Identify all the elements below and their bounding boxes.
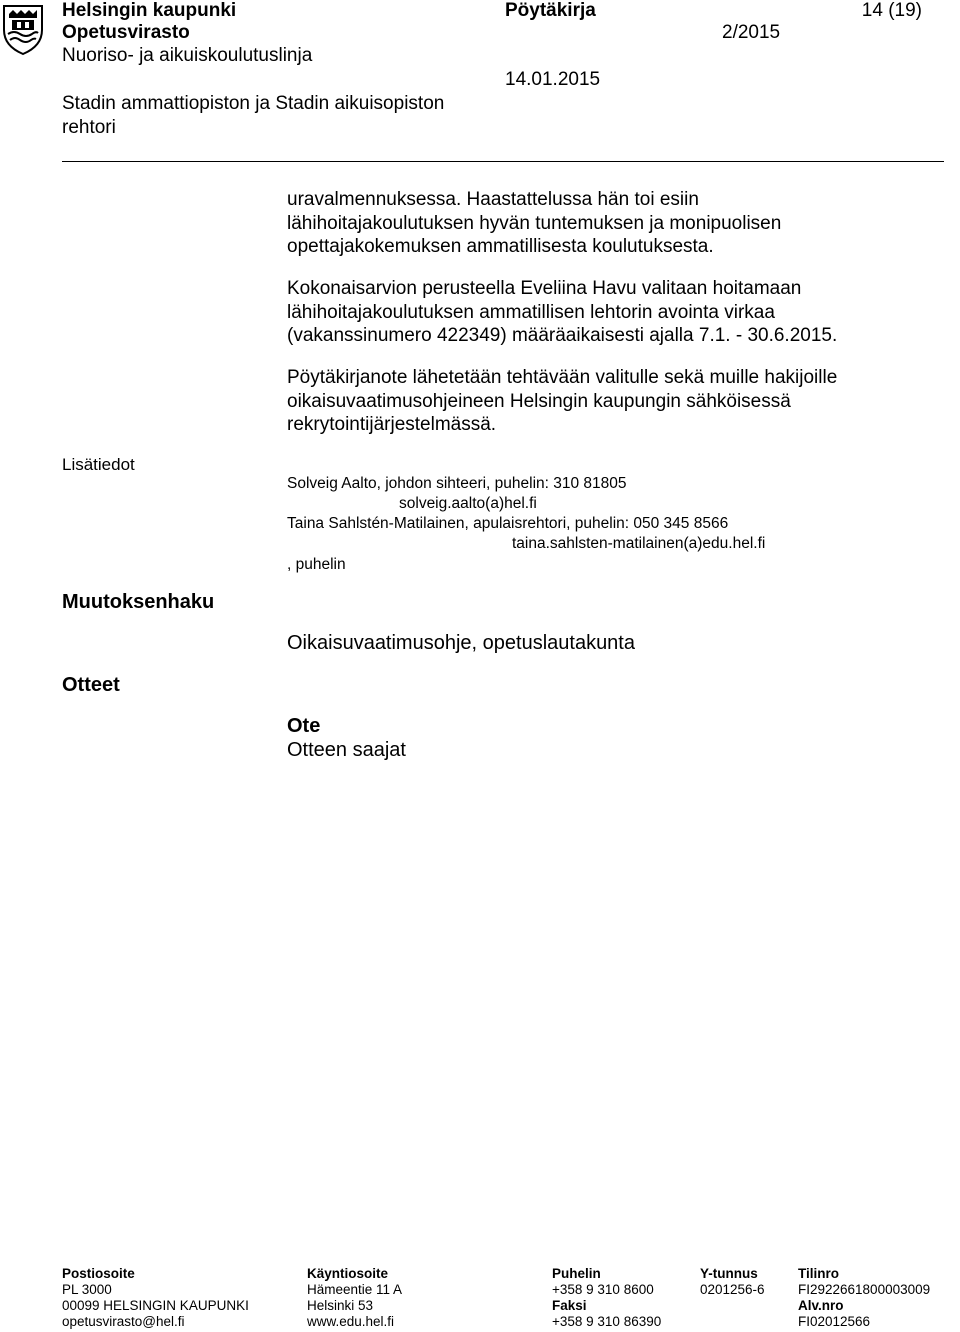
paragraph-line: (vakanssinumero 422349) määräaikaisesti ajalla 7.1. - 30.6.2015. <box>287 325 838 346</box>
contact-3: , puhelin <box>287 556 346 573</box>
footer-value: Hämeentie 11 A <box>307 1282 403 1297</box>
page-number: 14 (19) <box>861 0 922 21</box>
footer-label: Käyntiosoite <box>307 1266 389 1281</box>
paragraph-line: rekrytointijärjestelmässä. <box>287 414 497 435</box>
contact-2-email: taina.sahlsten-matilainen(a)edu.hel.fi <box>512 535 766 552</box>
helsinki-crest-icon <box>0 0 46 56</box>
footer-label: Puhelin <box>552 1266 601 1281</box>
decider-line1: Stadin ammattiopiston ja Stadin aikuisopiston <box>62 93 445 114</box>
department-name: Opetusvirasto <box>62 22 190 43</box>
lisatiedot-label: Lisätiedot <box>62 455 135 474</box>
footer-puhelin <box>552 1266 661 1330</box>
paragraph-1 <box>287 188 781 259</box>
muutoksenhaku-label: Muutoksenhaku <box>62 591 215 613</box>
footer-value: PL 3000 <box>62 1282 112 1297</box>
paragraph-2 <box>287 277 837 348</box>
muutoksenhaku-text: Oikaisuvaatimusohje, opetuslautakunta <box>287 632 635 654</box>
org-name: Helsingin kaupunki <box>62 0 237 21</box>
footer-kayntiosoite <box>307 1266 402 1330</box>
footer-value: FI02012566 <box>798 1314 871 1329</box>
unit-name: Nuoriso- ja aikuiskoulutuslinja <box>62 45 313 66</box>
contact-1: Solveig Aalto, johdon sihteeri, puhelin: 310 81805 <box>287 475 627 492</box>
footer-value: 00099 HELSINGIN KAUPUNKI <box>62 1298 249 1313</box>
footer-label: Faksi <box>552 1298 587 1313</box>
paragraph-line: opettajakokemuksen ammatillisesta koulutuksesta. <box>287 236 714 257</box>
ote-column-sub: Otteen saajat <box>287 739 406 761</box>
paragraph-line: lähihoitajakoulutuksen ammatillisen lehtorin avointa virkaa <box>287 301 775 323</box>
doc-number: 2/2015 <box>722 22 781 43</box>
paragraph-line: Pöytäkirjanote lähetetään tehtävään valitulle sekä muille hakijoille <box>287 367 838 388</box>
paragraph-line: uravalmennuksessa. Haastattelussa hän toi esiin <box>287 189 699 210</box>
contact-1-email: solveig.aalto(a)hel.fi <box>399 495 537 512</box>
header-divider <box>62 161 944 162</box>
footer-value: Helsinki 53 <box>307 1298 374 1313</box>
paragraph-line: oikaisuvaatimusohjeineen Helsingin kaupungin sähköisessä <box>287 390 791 412</box>
footer-label: Y-tunnus <box>700 1266 758 1281</box>
footer-value: +358 9 310 86390 <box>552 1314 662 1329</box>
footer-label: Postiosoite <box>62 1266 135 1281</box>
paragraph-line: Kokonaisarvion perusteella Eveliina Havu valitaan hoitamaan <box>287 278 802 299</box>
footer-value: +358 9 310 8600 <box>552 1282 654 1297</box>
footer-postiosoite <box>62 1266 249 1330</box>
contact-2: Taina Sahlstén-Matilainen, apulaisrehtori, puhelin: 050 345 8566 <box>287 515 729 532</box>
footer-value: FI2922661800003009 <box>798 1282 931 1297</box>
doc-type: Pöytäkirja <box>505 0 596 21</box>
footer-tilinro <box>798 1266 930 1330</box>
footer-label: Alv.nro <box>798 1298 844 1313</box>
ote-column-title: Ote <box>287 715 321 737</box>
footer-email-link[interactable]: opetusvirasto@hel.fi <box>62 1314 185 1329</box>
footer-web-link[interactable]: www.edu.hel.fi <box>307 1314 395 1329</box>
otteet-label: Otteet <box>62 674 120 696</box>
footer-label: Tilinro <box>798 1266 840 1281</box>
decider-line2: rehtori <box>62 117 116 138</box>
paragraph-line: lähihoitajakoulutuksen hyvän tuntemuksen ja monipuolisen <box>287 212 782 234</box>
footer-value: 0201256-6 <box>700 1282 765 1297</box>
paragraph-3 <box>287 366 837 437</box>
footer-ytunnus <box>700 1266 765 1298</box>
doc-date: 14.01.2015 <box>505 69 601 90</box>
